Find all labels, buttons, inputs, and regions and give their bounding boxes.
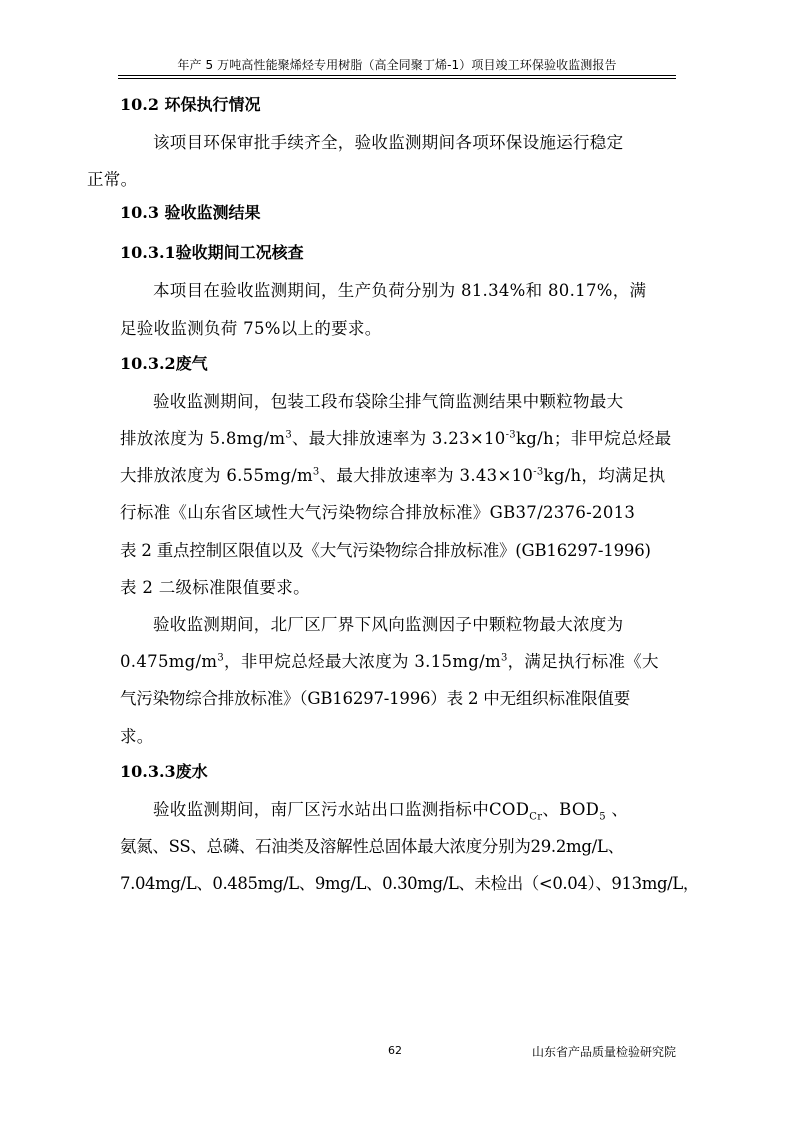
text-run: 排放浓度为 5.8mg/m (120, 429, 286, 449)
text-run: ，满足执行标准《大 (507, 652, 659, 672)
text-run: 验收监测期间，南厂区污水站出口监测指标中COD (153, 799, 530, 819)
page-number: 62 (388, 1044, 402, 1057)
text-run: 、 (605, 799, 629, 819)
section-heading-10-3: 10.3 验收监测结果 (120, 203, 261, 223)
text-line: 氨氮、SS、总磷、石油类及溶解性总固体最大浓度分别为29.2mg/L、 (120, 837, 624, 857)
text-run: 、BOD (542, 799, 600, 819)
section-heading-10-3-2: 10.3.2废气 (120, 353, 208, 373)
running-header: 年产 5 万吨高性能聚烯烃专用树脂（高全同聚丁烯-1）项目竣工环保验收监测报告 (177, 58, 617, 72)
text-run: kg/h，均满足执 (543, 466, 666, 486)
text-line (87, 643, 676, 680)
text-run: kg/h；非甲烷总烃最 (515, 429, 672, 449)
superscript: 3 (500, 652, 508, 664)
text-line: 气污染物综合排放标准》（GB16297-1996）表 2 中无组织标准限值要 (120, 689, 630, 709)
text-run: 、最大排放速率为 3.23×10 (291, 429, 506, 449)
text-line: 足验收监测负荷 75%以上的要求。 (120, 318, 382, 338)
section-heading-10-2: 10.2 环保执行情况 (120, 95, 261, 114)
text-run: 大排放浓度为 6.55mg/m (120, 466, 313, 486)
text-line: 本项目在验收监测期间，生产负荷分别为 81.34%和 80.17%，满 (153, 281, 647, 301)
text-run: 、最大排放速率为 3.43×10 (319, 466, 534, 486)
text-line: 验收监测期间，包装工段布袋除尘排气筒监测结果中颗粒物最大 (153, 391, 624, 411)
section-heading-10-3-1: 10.3.1验收期间工况核查 (120, 243, 304, 263)
text-line (120, 791, 676, 828)
paragraph-exhaust-1 (120, 383, 676, 606)
paragraph-10-2 (87, 124, 676, 198)
superscript: -3 (533, 466, 544, 478)
subscript: Cr (529, 811, 543, 823)
text-line (87, 457, 676, 494)
superscript: 3 (285, 429, 292, 441)
document-body (87, 88, 699, 902)
text-line: 求。 (120, 726, 154, 746)
paragraph-exhaust-2 (120, 606, 676, 755)
text-line: 正常。 (87, 170, 138, 190)
text-run: ，非甲烷总烃最大浓度为 3.15mg/m (224, 652, 501, 672)
text-line: 行标准《山东省区域性大气污染物综合排放标准》GB37/2376-2013 (120, 503, 636, 523)
text-line: 表 2 重点控制区限值以及《大气污染物综合排放标准》(GB16297-1996) (120, 540, 651, 560)
text-line: 该项目环保审批手续齐全，验收监测期间各项环保设施运行稳定 (153, 133, 624, 152)
text-line (87, 420, 676, 457)
footer-organization: 山东省产品质量检验研究院 (531, 1045, 676, 1059)
superscript: 3 (312, 466, 320, 478)
paragraph-wastewater (120, 791, 699, 903)
text-run: 0.475mg/m (120, 652, 218, 672)
section-heading-10-3-3: 10.3.3废水 (120, 761, 208, 781)
text-line: 验收监测期间，北厂区厂界下风向监测因子中颗粒物最大浓度为 (153, 615, 624, 635)
superscript: -3 (505, 429, 516, 441)
subscript: 5 (599, 811, 606, 823)
text-line: 表 2 二级标准限值要求。 (120, 577, 310, 597)
header-rule (118, 75, 676, 79)
text-line: 7.04mg/L、0.485mg/L、9mg/L、0.30mg/L、未检出（<0.04）、913mg/L， (120, 874, 699, 894)
paragraph-10-3-1 (120, 272, 676, 346)
superscript: 3 (217, 652, 225, 664)
